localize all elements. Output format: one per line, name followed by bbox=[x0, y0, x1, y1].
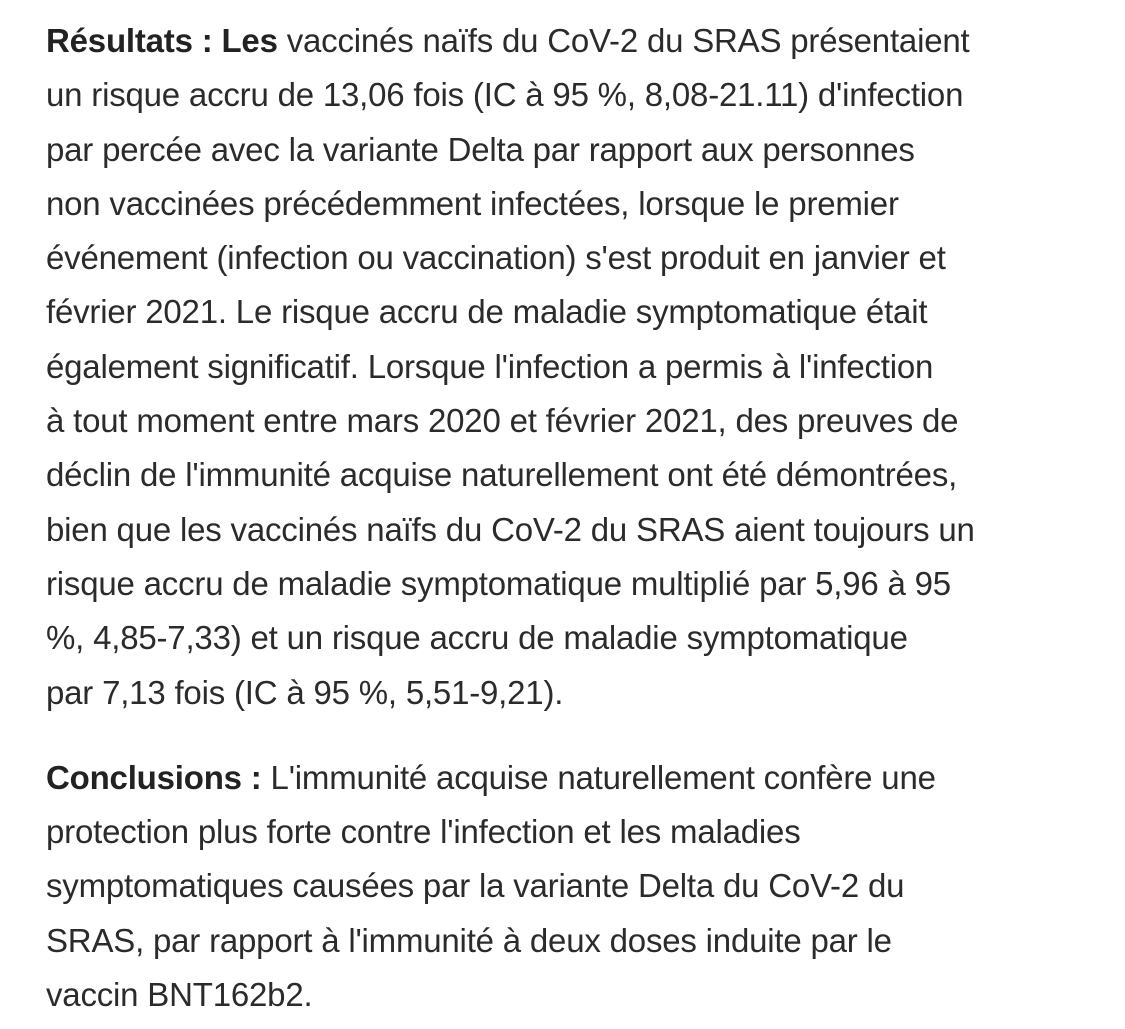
text-line bbox=[46, 14, 1096, 68]
text-line: février 2021. Le risque accru de maladie symptomatique était bbox=[46, 293, 928, 331]
results-heading: Résultats : Les bbox=[46, 22, 278, 59]
text-line: vaccin BNT162b2. bbox=[46, 976, 313, 1014]
text-line bbox=[46, 751, 1096, 805]
text-line: %, 4,85-7,33) et un risque accru de maladie symptomatique bbox=[46, 619, 908, 657]
document-body bbox=[46, 14, 1096, 1022]
text-line: bien que les vaccinés naïfs du CoV-2 du SRAS aient toujours un bbox=[46, 510, 975, 548]
text-line: déclin de l'immunité acquise naturellement ont été démontrées, bbox=[46, 456, 958, 494]
results-text: vaccinés naïfs du CoV-2 du SRAS présentaient bbox=[277, 22, 970, 59]
text-line: à tout moment entre mars 2020 et février 2021, des preuves de bbox=[46, 402, 959, 440]
text-line: événement (infection ou vaccination) s'est produit en janvier et bbox=[46, 239, 946, 277]
results-paragraph bbox=[46, 14, 1096, 720]
text-line: symptomatiques causées par la variante Delta du CoV-2 du bbox=[46, 867, 905, 905]
conclusions-paragraph bbox=[46, 751, 1096, 1022]
text-line: SRAS, par rapport à l'immunité à deux doses induite par le bbox=[46, 921, 892, 959]
text-line: par percée avec la variante Delta par rapport aux personnes bbox=[46, 130, 915, 168]
text-line: risque accru de maladie symptomatique multiplié par 5,96 à 95 bbox=[46, 564, 951, 602]
conclusions-text: L'immunité acquise naturellement confère une bbox=[261, 758, 936, 796]
text-line: par 7,13 fois (IC à 95 %, 5,51-9,21). bbox=[46, 673, 564, 711]
text-line: un risque accru de 13,06 fois (IC à 95 %, 8,08-21.11) d'infection bbox=[46, 76, 964, 114]
text-line: non vaccinées précédemment infectées, lorsque le premier bbox=[46, 184, 899, 222]
text-line: protection plus forte contre l'infection et les maladies bbox=[46, 813, 801, 851]
text-line: également significatif. Lorsque l'infection a permis à l'infection bbox=[46, 347, 934, 385]
conclusions-heading: Conclusions : bbox=[46, 758, 262, 796]
